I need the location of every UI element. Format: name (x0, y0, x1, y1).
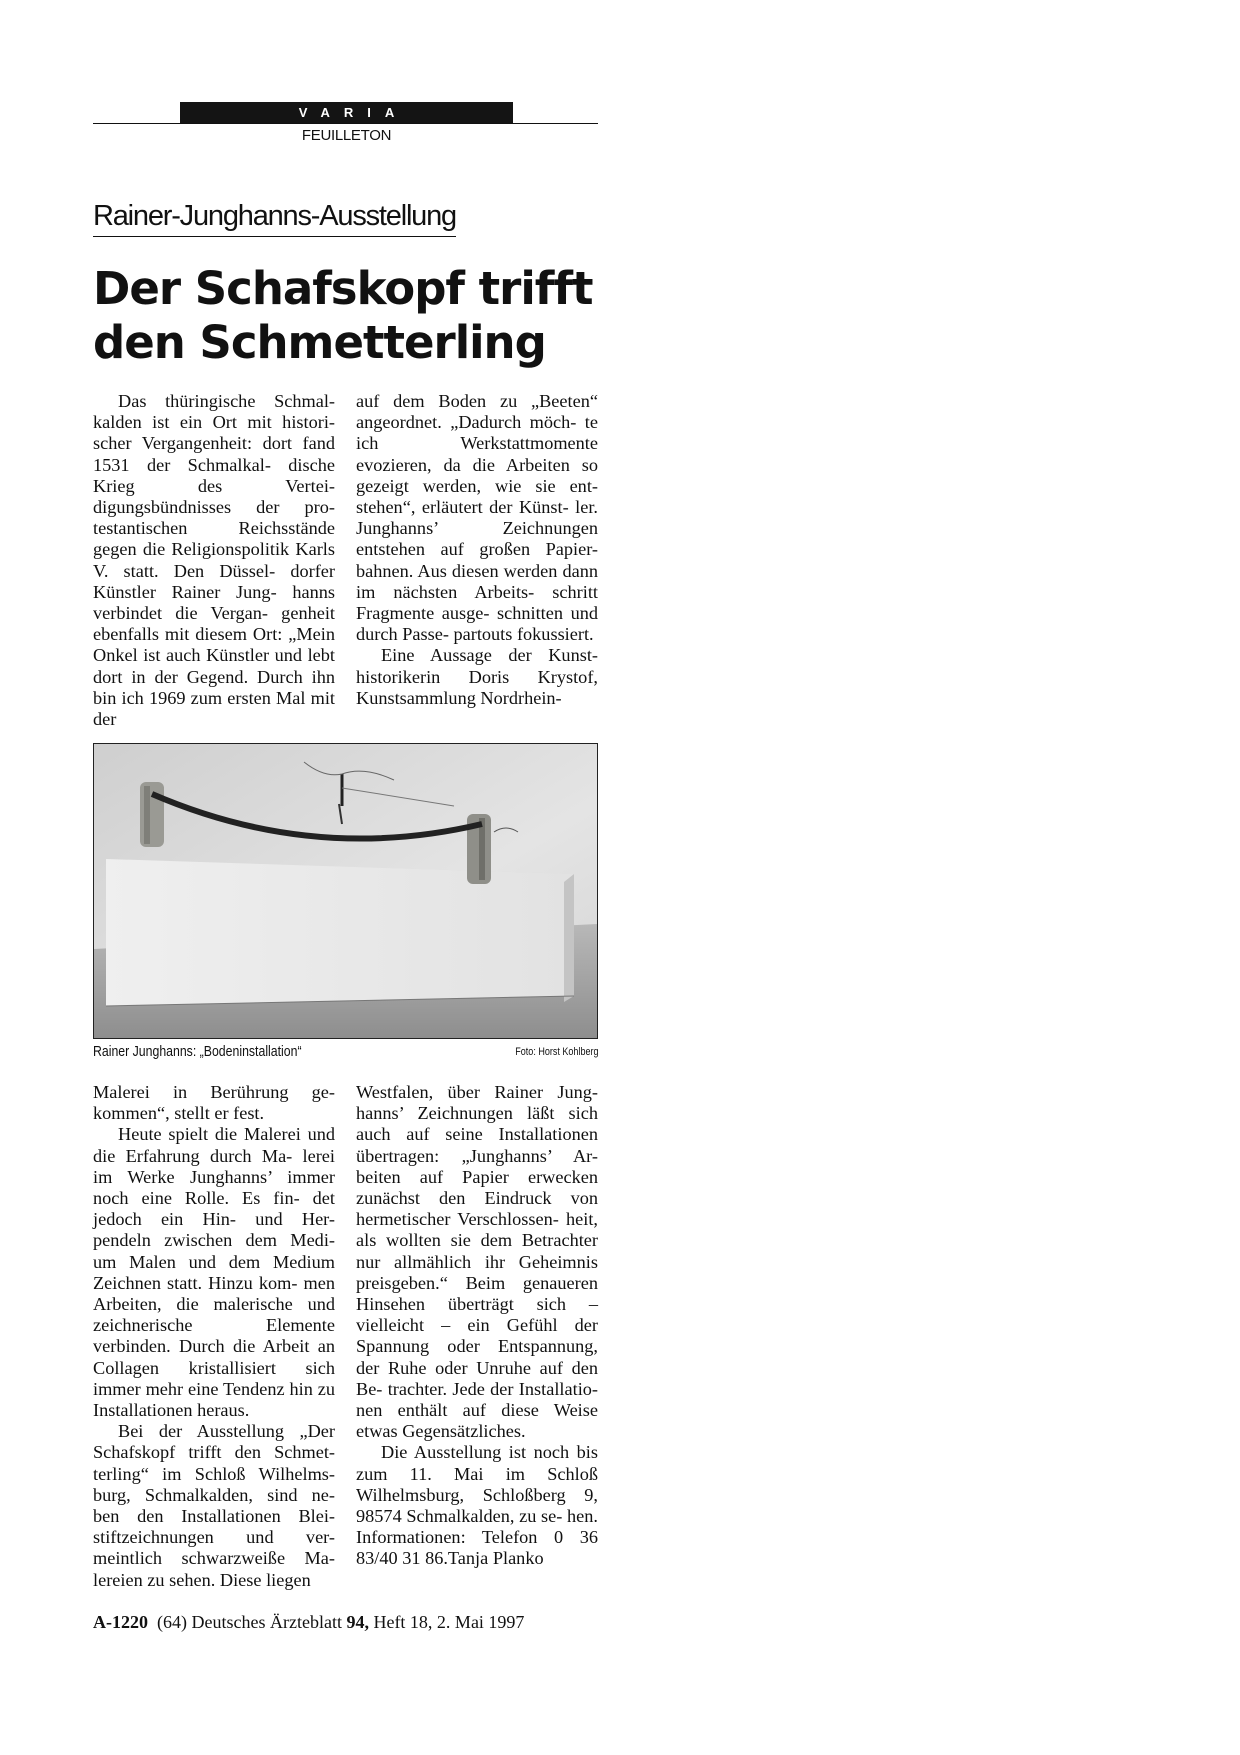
category-bar: VARIA (180, 102, 513, 123)
headline-line-2: den Schmetterling (93, 316, 546, 369)
paragraph: Die Ausstellung ist noch bis zum 11. Mai im Schloß Wilhelmsburg, Schloßberg 9, 98574 Schmalkalden, zu se- hen. Informationen: Telefon 0 36 83/40 31 86.Tanja Planko (356, 1442, 598, 1569)
column-1-bottom (93, 1082, 335, 1591)
photo-illustration (94, 744, 597, 1038)
header-rule (93, 123, 598, 124)
paragraph: Heute spielt die Malerei und die Erfahrung durch Ma- lerei im Werke Junghanns’ immer noch eine Rolle. Es fin- det jedoch ein Hin- und Her- pendeln zwischen dem Medi- um Malen und dem Medium Zeichnen statt. Hinzu kom- men Arbeiten, die malerische und zeichnerische Elemente verbinden. Durch die Arbeit an Collagen kristallisiert sich immer mehr eine Tendenz hin zu Installationen heraus. (93, 1124, 335, 1421)
volume-number: 94, (346, 1612, 369, 1632)
article-headline (93, 262, 613, 370)
issue-info: Heft 18, 2. Mai 1997 (373, 1612, 525, 1632)
column-2-bottom (356, 1082, 598, 1570)
paragraph: Bei der Ausstellung „Der Schafskopf trifft den Schmet- terling“ im Schloß Wilhelms- burg, Schmalkalden, sind ne- ben den Installationen Blei- stiftzeichnungen und ver- meintlich schwarzweiße Ma- lereien zu sehen. Diese liegen (93, 1421, 335, 1590)
paragraph: auf dem Boden zu „Beeten“ angeordnet. „Dadurch möch- te ich Werkstattmomente evozieren, da die Arbeiten so gezeigt werden, wie sie ent- stehen“, erläutert der Künst- ler. Junghanns’ Zeichnungen entstehen auf großen Papier- bahnen. Aus diesen werden dann im nächsten Arbeits- schritt Fragmente ausge- schnitten und durch Passe- partouts fokussiert. (356, 391, 598, 645)
photo-caption: Rainer Junghanns: „Bodeninstallation“ (93, 1043, 302, 1060)
page-number: A-1220 (93, 1612, 148, 1632)
photo-credit: Foto: Horst Kohlberg (514, 1046, 598, 1058)
section-label: FEUILLETON (301, 127, 392, 144)
column-2-top (356, 391, 598, 709)
article-kicker: Rainer-Junghanns-Ausstellung (93, 198, 456, 237)
paragraph: Westfalen, über Rainer Jung- hanns’ Zeichnungen läßt sich auch auf seine Installationen übertragen: „Junghanns’ Ar- beiten auf Papier erwecken zunächst den Eindruck von hermetischer Verschlossen- heit, als wollten sie dem Betrachter nur allmählich ihr Geheimnis preisgeben.“ Beim genaueren Hinsehen überträgt sich – vielleicht – ein Gefühl der Spannung oder Entspannung, der Ruhe oder Unruhe auf den Be- trachter. Jede der Installatio- nen enthält auf diese Weise etwas Gegensätzliches. (356, 1082, 598, 1442)
headline-line-1: Der Schafskopf trifft (93, 262, 593, 315)
paragraph: Das thüringische Schmal- kalden ist ein Ort mit histori- scher Vergangenheit: dort fand 1531 der Schmalkal- dische Krieg des Vertei- digungsbündnisses der pro- testantischen Reichsstände gegen die Religionspolitik Karls V. statt. Den Düssel- dorfer Künstler Rainer Jung- hanns verbindet die Vergan- genheit ebenfalls mit diesem Ort: „Mein Onkel ist auch Künstler und lebt dort in der Gegend. Durch ihn bin ich 1969 zum ersten Mal mit der (93, 391, 335, 730)
page-footer (93, 1612, 524, 1633)
column-1-top (93, 391, 335, 730)
paragraph: Eine Aussage der Kunst- historikerin Doris Krystof, Kunstsammlung Nordrhein- (356, 645, 598, 708)
installation-photo (93, 743, 598, 1039)
paragraph: Malerei in Berührung ge- kommen“, stellt er fest. (93, 1082, 335, 1124)
page-index: (64) (157, 1612, 187, 1632)
journal-name: Deutsches Ärzteblatt (191, 1612, 342, 1632)
